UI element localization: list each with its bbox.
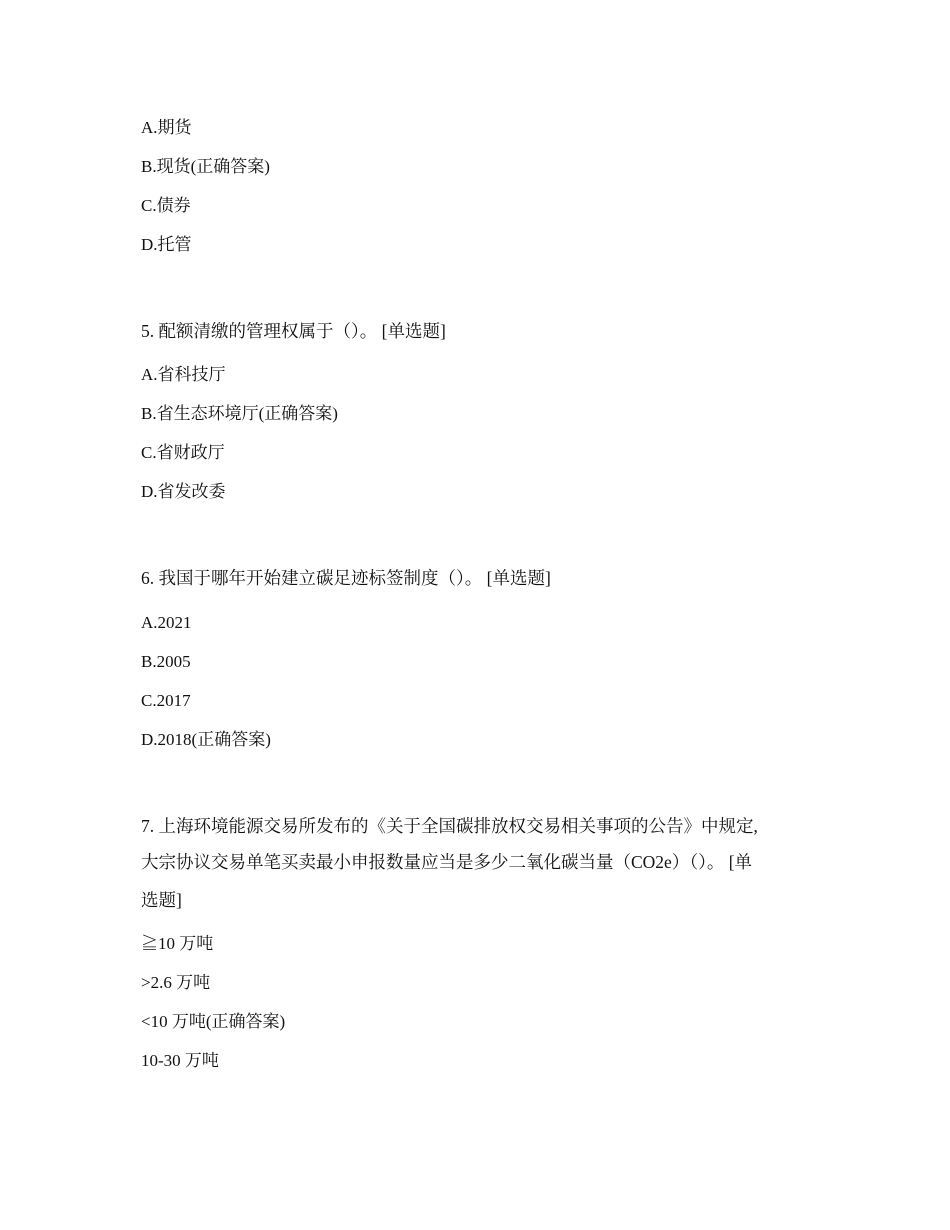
q6-question: 6. 我国于哪年开始建立碳足迹标签制度（）。 [单选题] — [141, 568, 551, 588]
q7-question-line-1: 7. 上海环境能源交易所发布的《关于全国碳排放权交易相关事项的公告》中规定, — [141, 816, 758, 836]
q5-option-c: C.省财政厅 — [141, 443, 225, 462]
q6-option-d: D.2018(正确答案) — [141, 730, 271, 749]
q7-option-a: ≧10 万吨 — [141, 934, 214, 953]
q4-option-b: B.现货(正确答案) — [141, 157, 270, 176]
q5-option-a: A.省科技厅 — [141, 365, 226, 384]
q7-option-c: <10 万吨(正确答案) — [141, 1012, 286, 1031]
q4-option-c: C.债券 — [141, 196, 191, 215]
q7-option-d: 10-30 万吨 — [141, 1051, 219, 1070]
q6-option-a: A.2021 — [141, 613, 192, 632]
q4-option-a: A.期货 — [141, 118, 192, 137]
q7-option-b: >2.6 万吨 — [141, 973, 211, 992]
q5-question: 5. 配额清缴的管理权属于（）。 [单选题] — [141, 321, 446, 341]
q5-option-b: B.省生态环境厅(正确答案) — [141, 404, 338, 423]
q6-option-b: B.2005 — [141, 652, 191, 671]
q6-option-c: C.2017 — [141, 691, 191, 710]
q4-option-d: D.托管 — [141, 235, 192, 254]
q7-question-line-3: 选题] — [141, 890, 182, 910]
q5-option-d: D.省发改委 — [141, 482, 226, 501]
q7-question-line-2: 大宗协议交易单笔买卖最小申报数量应当是多少二氧化碳当量（CO2e）（）。 [单 — [141, 852, 753, 872]
